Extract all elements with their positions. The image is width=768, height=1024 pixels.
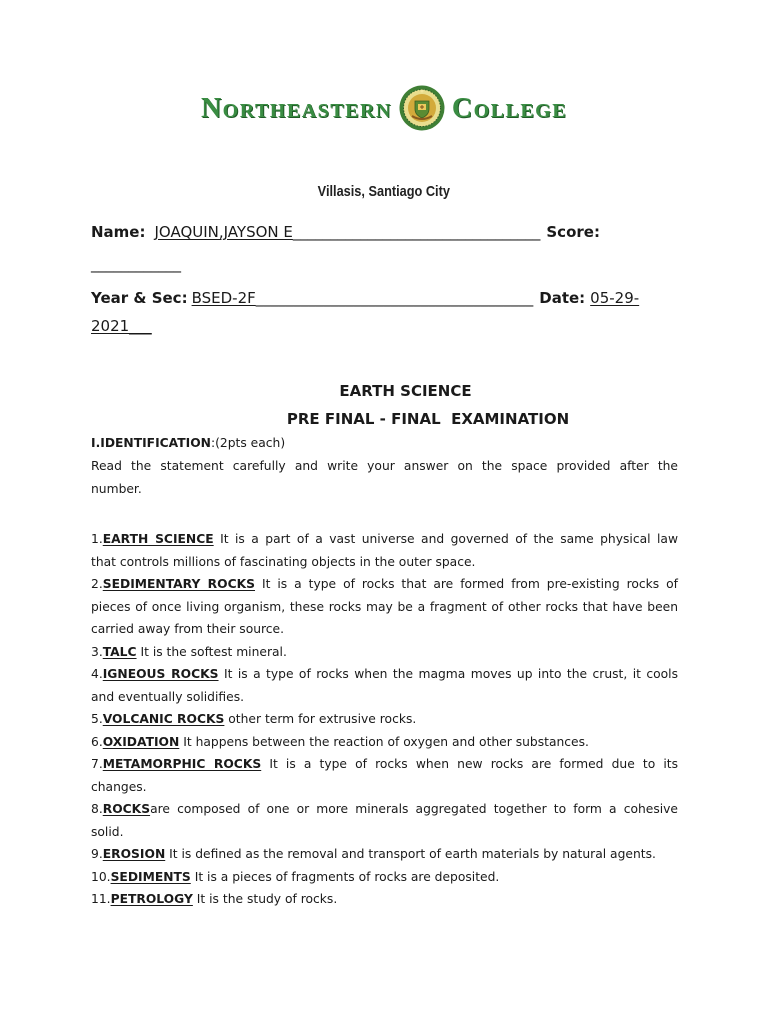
item-statement: It is a type of rocks that are formed from pre-existing rocks of — [255, 577, 678, 591]
section-points: :(2pts each) — [210, 436, 286, 450]
year-line — [91, 284, 678, 312]
item-statement: other term for extrusive rocks. — [224, 712, 417, 726]
item-answer: PETROLOGY — [110, 892, 193, 906]
identification-section — [91, 432, 678, 501]
item-line: and eventually solidifies. — [91, 689, 245, 704]
item-answer: SEDIMENTS — [110, 869, 191, 884]
exam-item — [91, 528, 678, 573]
exam-item — [91, 708, 678, 731]
item-answer: EARTH SCIENCE — [102, 532, 214, 546]
item-line — [91, 641, 678, 664]
item-number: 1. — [91, 532, 103, 546]
instructions-line: number. — [91, 482, 142, 496]
item-line — [91, 663, 678, 686]
year-sec-value: BSED-2F — [191, 289, 256, 307]
logo-word-northeastern: NORTHEASTERN — [200, 93, 392, 124]
year-blank-line: _____________________________________ — [255, 289, 534, 307]
item-line — [91, 573, 678, 596]
date-value-end: 2021___ — [91, 317, 152, 335]
item-statement: It is a pieces of fragments of rocks are deposited. — [190, 869, 500, 884]
item-number: 7. — [91, 757, 103, 771]
item-line — [91, 731, 678, 754]
item-line — [91, 708, 678, 731]
location-text: Villasis, Santiago City — [317, 183, 451, 200]
item-number: 11. — [91, 892, 111, 906]
item-number: 10. — [91, 869, 111, 884]
item-line — [91, 528, 678, 551]
item-answer: IGNEOUS ROCKS — [102, 667, 219, 681]
item-answer: EROSION — [102, 847, 166, 861]
item-number: 2. — [91, 577, 103, 591]
exam-item — [91, 843, 678, 866]
exam-item — [91, 573, 678, 641]
exam-item — [91, 663, 678, 708]
college-seal-icon — [399, 85, 445, 131]
name-blank-line: _________________________________ — [292, 223, 541, 241]
year-date-block — [91, 284, 678, 340]
item-answer: METAMORPHIC ROCKS — [102, 757, 262, 771]
item-number: 4. — [91, 667, 103, 681]
section-label: I.IDENTIFICATION — [91, 436, 211, 450]
name-line — [91, 216, 678, 248]
instructions-line: Read the statement carefully and write your answer on the space provided after the — [91, 459, 678, 473]
item-answer: ROCKS — [102, 802, 151, 816]
score-line — [91, 248, 678, 280]
item-line: solid. — [91, 824, 124, 839]
date-value-start: 05-29- — [590, 289, 640, 307]
item-line — [91, 798, 678, 821]
item-statement: It is the study of rocks. — [192, 892, 338, 906]
item-number: 9. — [91, 847, 103, 861]
item-line: that controls millions of fascinating objects in the outer space. — [91, 554, 476, 569]
exam-item — [91, 731, 678, 754]
item-statement: It is defined as the removal and transport of earth materials by natural agents. — [165, 847, 656, 861]
item-answer: SEDIMENTARY ROCKS — [102, 577, 256, 591]
logo-word-college: COLLEGE — [451, 93, 568, 124]
subject-title: EARTH SCIENCE — [339, 382, 472, 400]
score-label: Score: — [546, 223, 600, 241]
college-location — [0, 181, 768, 202]
item-line: pieces of once living organism, these rocks may be a fragment of other rocks that have been — [91, 599, 678, 614]
identification-items — [91, 528, 678, 911]
item-number: 5. — [91, 712, 103, 726]
item-answer: VOLCANIC ROCKS — [102, 712, 225, 726]
item-line — [91, 843, 678, 866]
score-blank-line: ____________ — [91, 255, 181, 273]
exam-title: PRE FINAL - FINAL EXAMINATION — [286, 410, 570, 428]
date-line — [91, 312, 678, 340]
item-statement: are composed of one or more minerals aggregated together to form a cohesive — [150, 802, 678, 816]
item-statement: It is a type of rocks when new rocks are formed due to its — [261, 757, 678, 771]
exam-item — [91, 888, 678, 911]
item-line: carried away from their source. — [91, 622, 285, 636]
year-sec-label: Year & Sec: — [91, 289, 188, 307]
college-logo — [0, 84, 768, 132]
name-score-block — [91, 216, 678, 280]
item-statement: It is the softest mineral. — [136, 644, 287, 659]
exam-item — [91, 866, 678, 889]
exam-item — [91, 798, 678, 843]
item-statement: It is a type of rocks when the magma moves up into the crust, it cools — [218, 667, 678, 681]
item-line — [91, 888, 678, 911]
item-line — [91, 753, 678, 776]
section-heading — [91, 432, 678, 455]
date-label: Date: — [539, 289, 586, 307]
exam-item — [91, 753, 678, 798]
item-statement: It happens between the reaction of oxygen and other substances. — [179, 734, 589, 749]
name-label: Name: — [91, 223, 146, 241]
item-line: changes. — [91, 779, 147, 794]
item-number: 6. — [91, 734, 103, 749]
item-statement: It is a part of a vast universe and governed of the same physical law — [213, 532, 678, 546]
item-answer: TALC — [102, 644, 137, 659]
item-line — [91, 866, 678, 889]
item-answer: OXIDATION — [102, 734, 180, 749]
student-name: JOAQUIN,JAYSON E — [154, 223, 293, 241]
item-number: 3. — [91, 644, 103, 659]
exam-item — [91, 641, 678, 664]
item-number: 8. — [91, 802, 103, 816]
